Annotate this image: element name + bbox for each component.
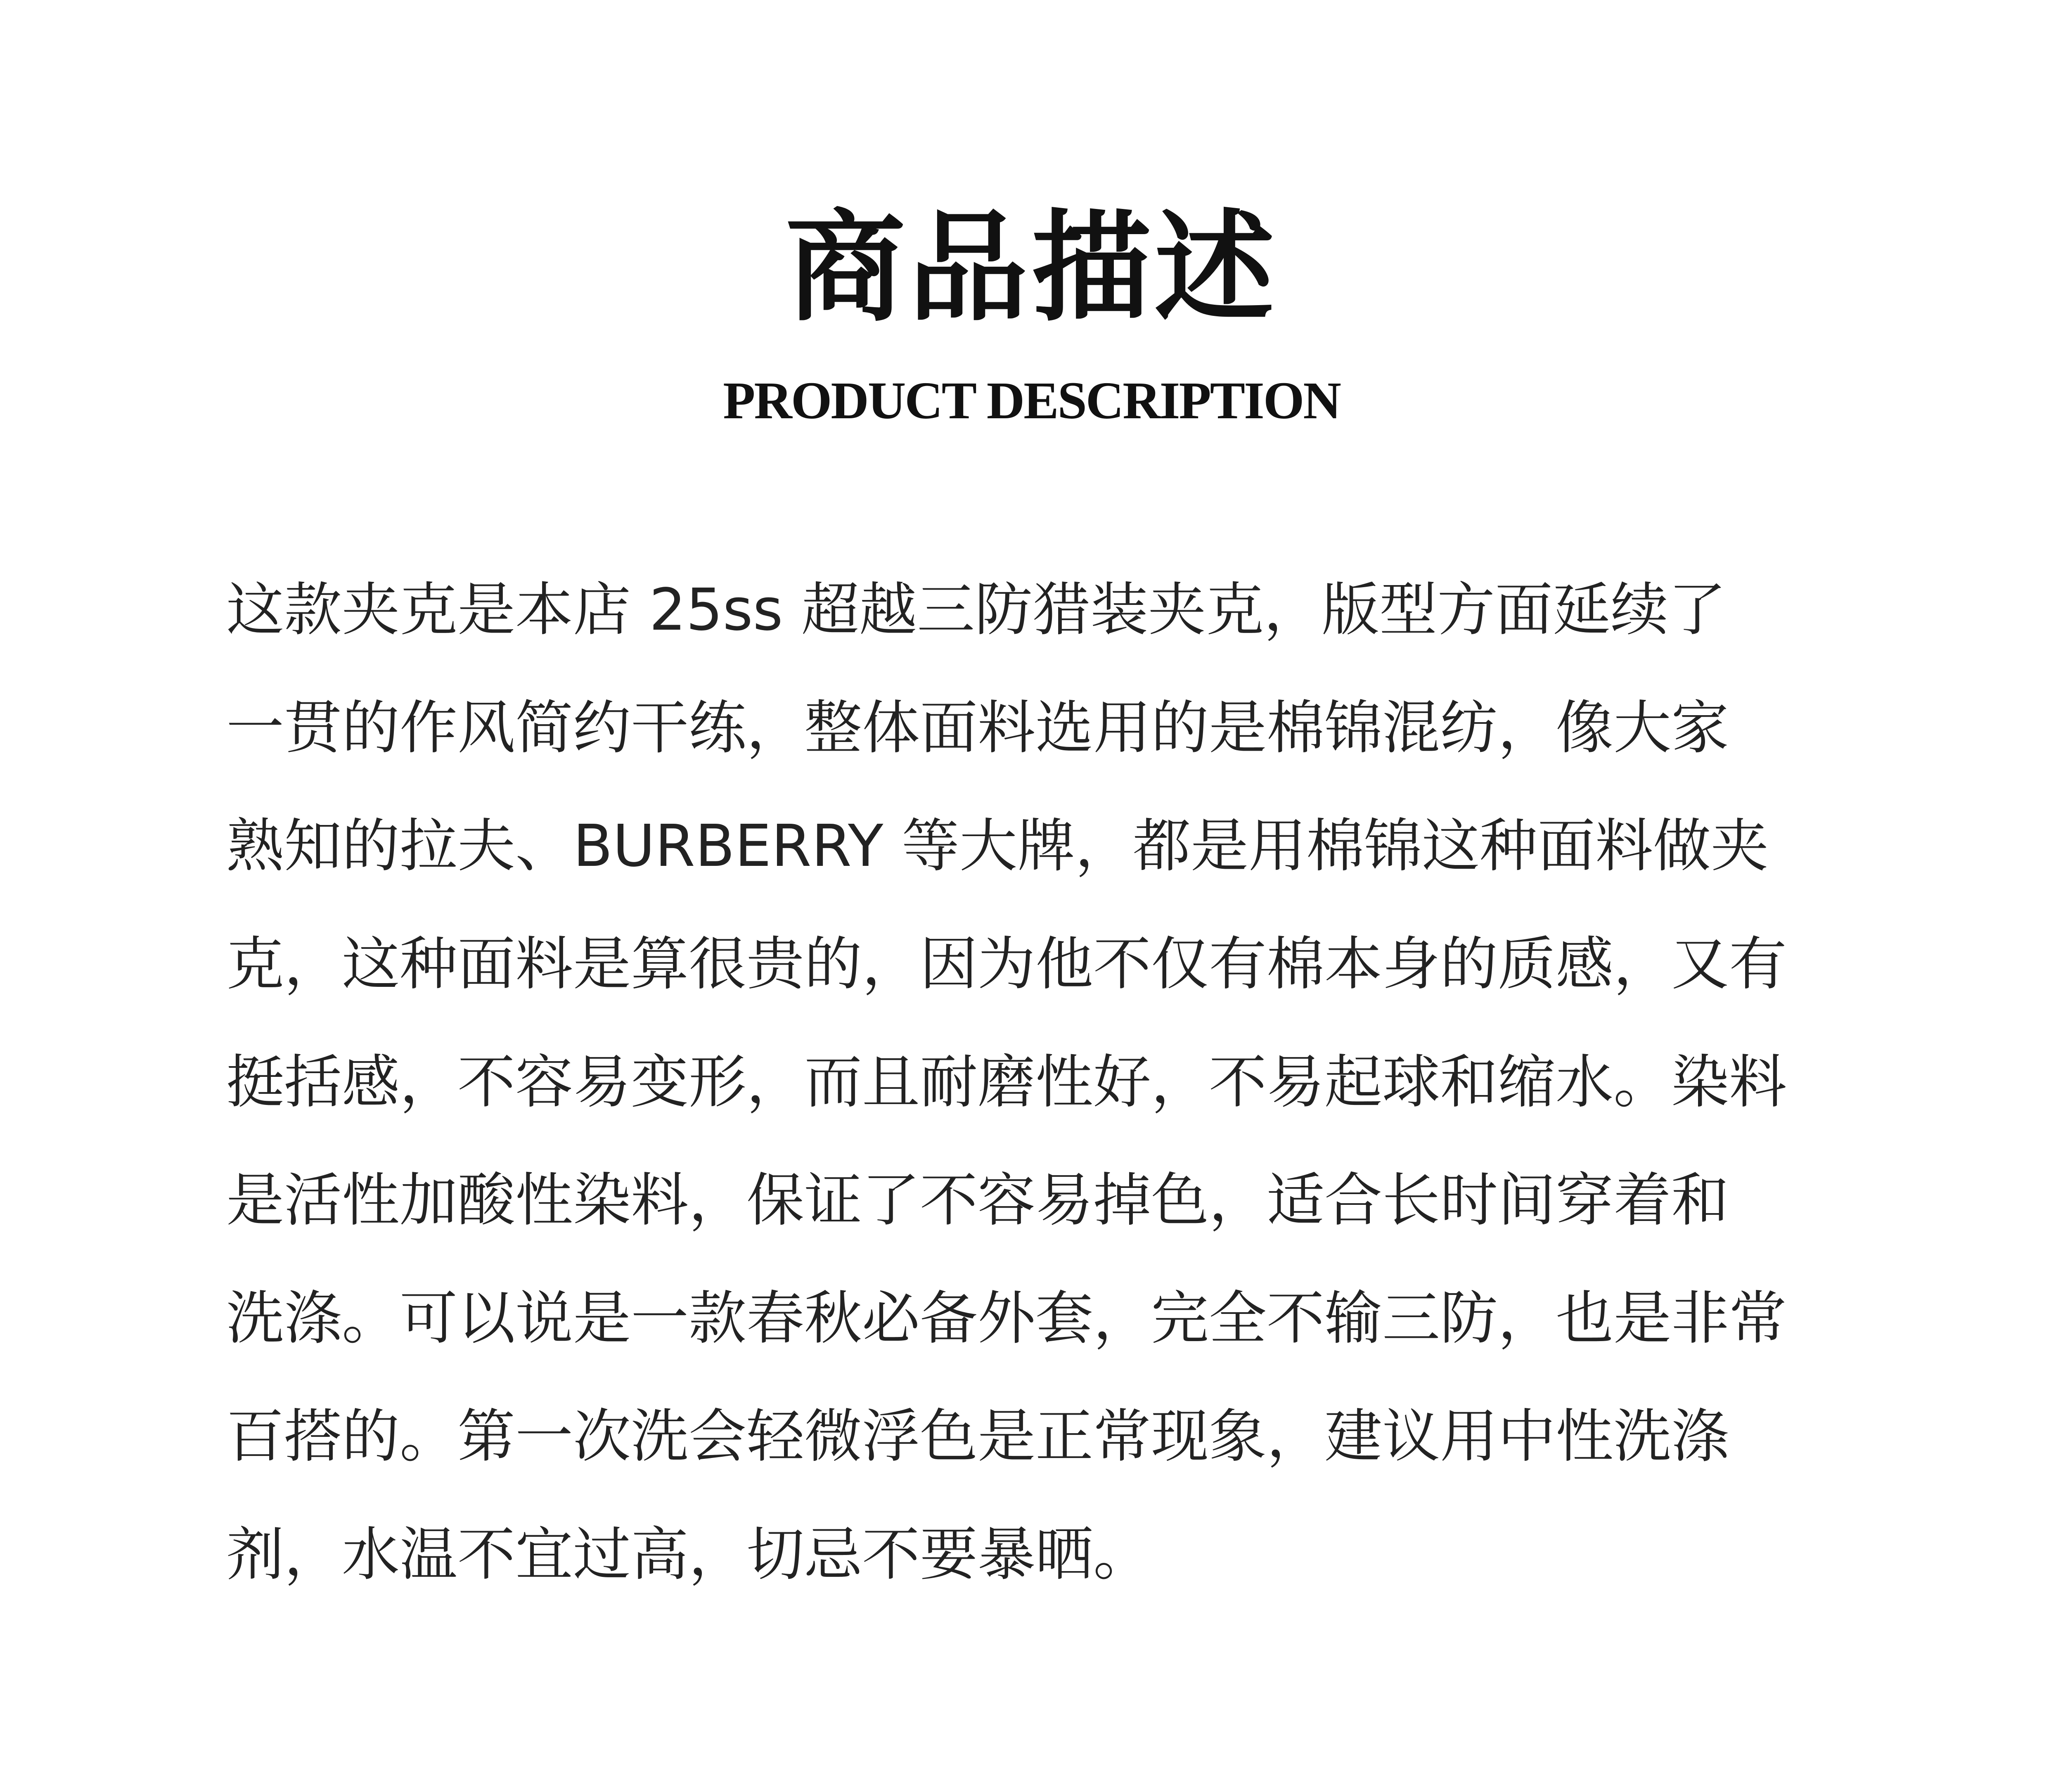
description-line: 挺括感，不容易变形，而且耐磨性好，不易起球和缩水。染料 [226, 1049, 1787, 1116]
page-subtitle: PRODUCT DESCRIPTION [723, 371, 1340, 430]
description-line: 熟知的拉夫、BURBERRY 等大牌，都是用棉锦这种面料做夹 [226, 813, 1769, 880]
description-line: 这款夹克是本店 25ss 超越三防猎装夹克，版型方面延续了 [226, 576, 1727, 644]
description-line: 洗涤。可以说是一款春秋必备外套，完全不输三防，也是非常 [226, 1285, 1787, 1352]
description-line: 百搭的。第一次洗会轻微浮色是正常现象，建议用中性洗涤 [226, 1403, 1729, 1470]
description-line: 是活性加酸性染料，保证了不容易掉色，适合长时间穿着和 [226, 1167, 1729, 1234]
description-text [226, 551, 1857, 1614]
description-line: 剂，水温不宜过高，切忌不要暴晒。 [226, 1521, 1151, 1588]
description-line: 一贯的作风简约干练，整体面料选用的是棉锦混纺，像大家 [226, 695, 1729, 762]
page-title: 商品描述 [785, 199, 1278, 338]
description-line: 克，这种面料是算很贵的，因为他不仅有棉本身的质感，又有 [226, 931, 1787, 998]
